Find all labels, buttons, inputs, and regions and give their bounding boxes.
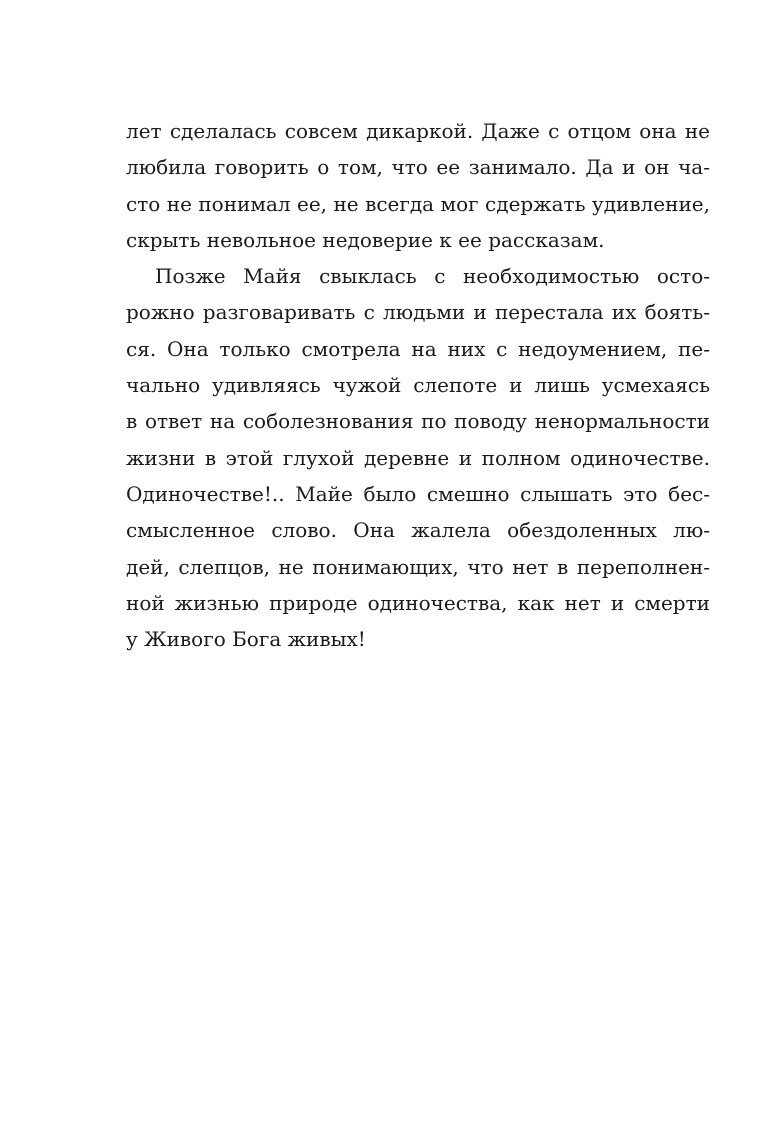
- text-line: сто не понимал ее, не всегда мог сдержать удивление,: [126, 191, 710, 216]
- text-line: чально удивляясь чужой слепоте и лишь усмехаясь: [126, 373, 710, 398]
- text-line: рожно разговаривать с людьми и перестала их боять-: [126, 300, 710, 325]
- text-line: скрыть невольное недоверие к ее рассказам.: [126, 227, 605, 252]
- text-line: в ответ на соболезнования по поводу ненормальности: [126, 409, 710, 434]
- paragraph-start-line: Позже Майя свыклась с необходимостью осто-: [155, 264, 710, 289]
- text-line: у Живого Бога живых!: [126, 627, 366, 652]
- text-line: лет сделалась совсем дикаркой. Даже с отцом она не: [126, 119, 710, 143]
- text-line: жизни в этой глухой деревне и полном одиночестве.: [126, 445, 710, 470]
- text-line: любила говорить о том, что ее занимало. Да и он ча-: [126, 155, 710, 180]
- body-text: [126, 113, 710, 657]
- text-line: ной жизнью природе одиночества, как нет и смерти: [126, 590, 710, 615]
- text-line: Одиночестве!.. Майе было смешно слышать это бес-: [126, 481, 710, 506]
- text-line: дей, слепцов, не понимающих, что нет в переполнен-: [126, 554, 710, 579]
- text-line: смысленное слово. Она жалела обездоленных лю-: [126, 518, 710, 543]
- text-line: ся. Она только смотрела на них с недоумением, пе-: [126, 336, 710, 361]
